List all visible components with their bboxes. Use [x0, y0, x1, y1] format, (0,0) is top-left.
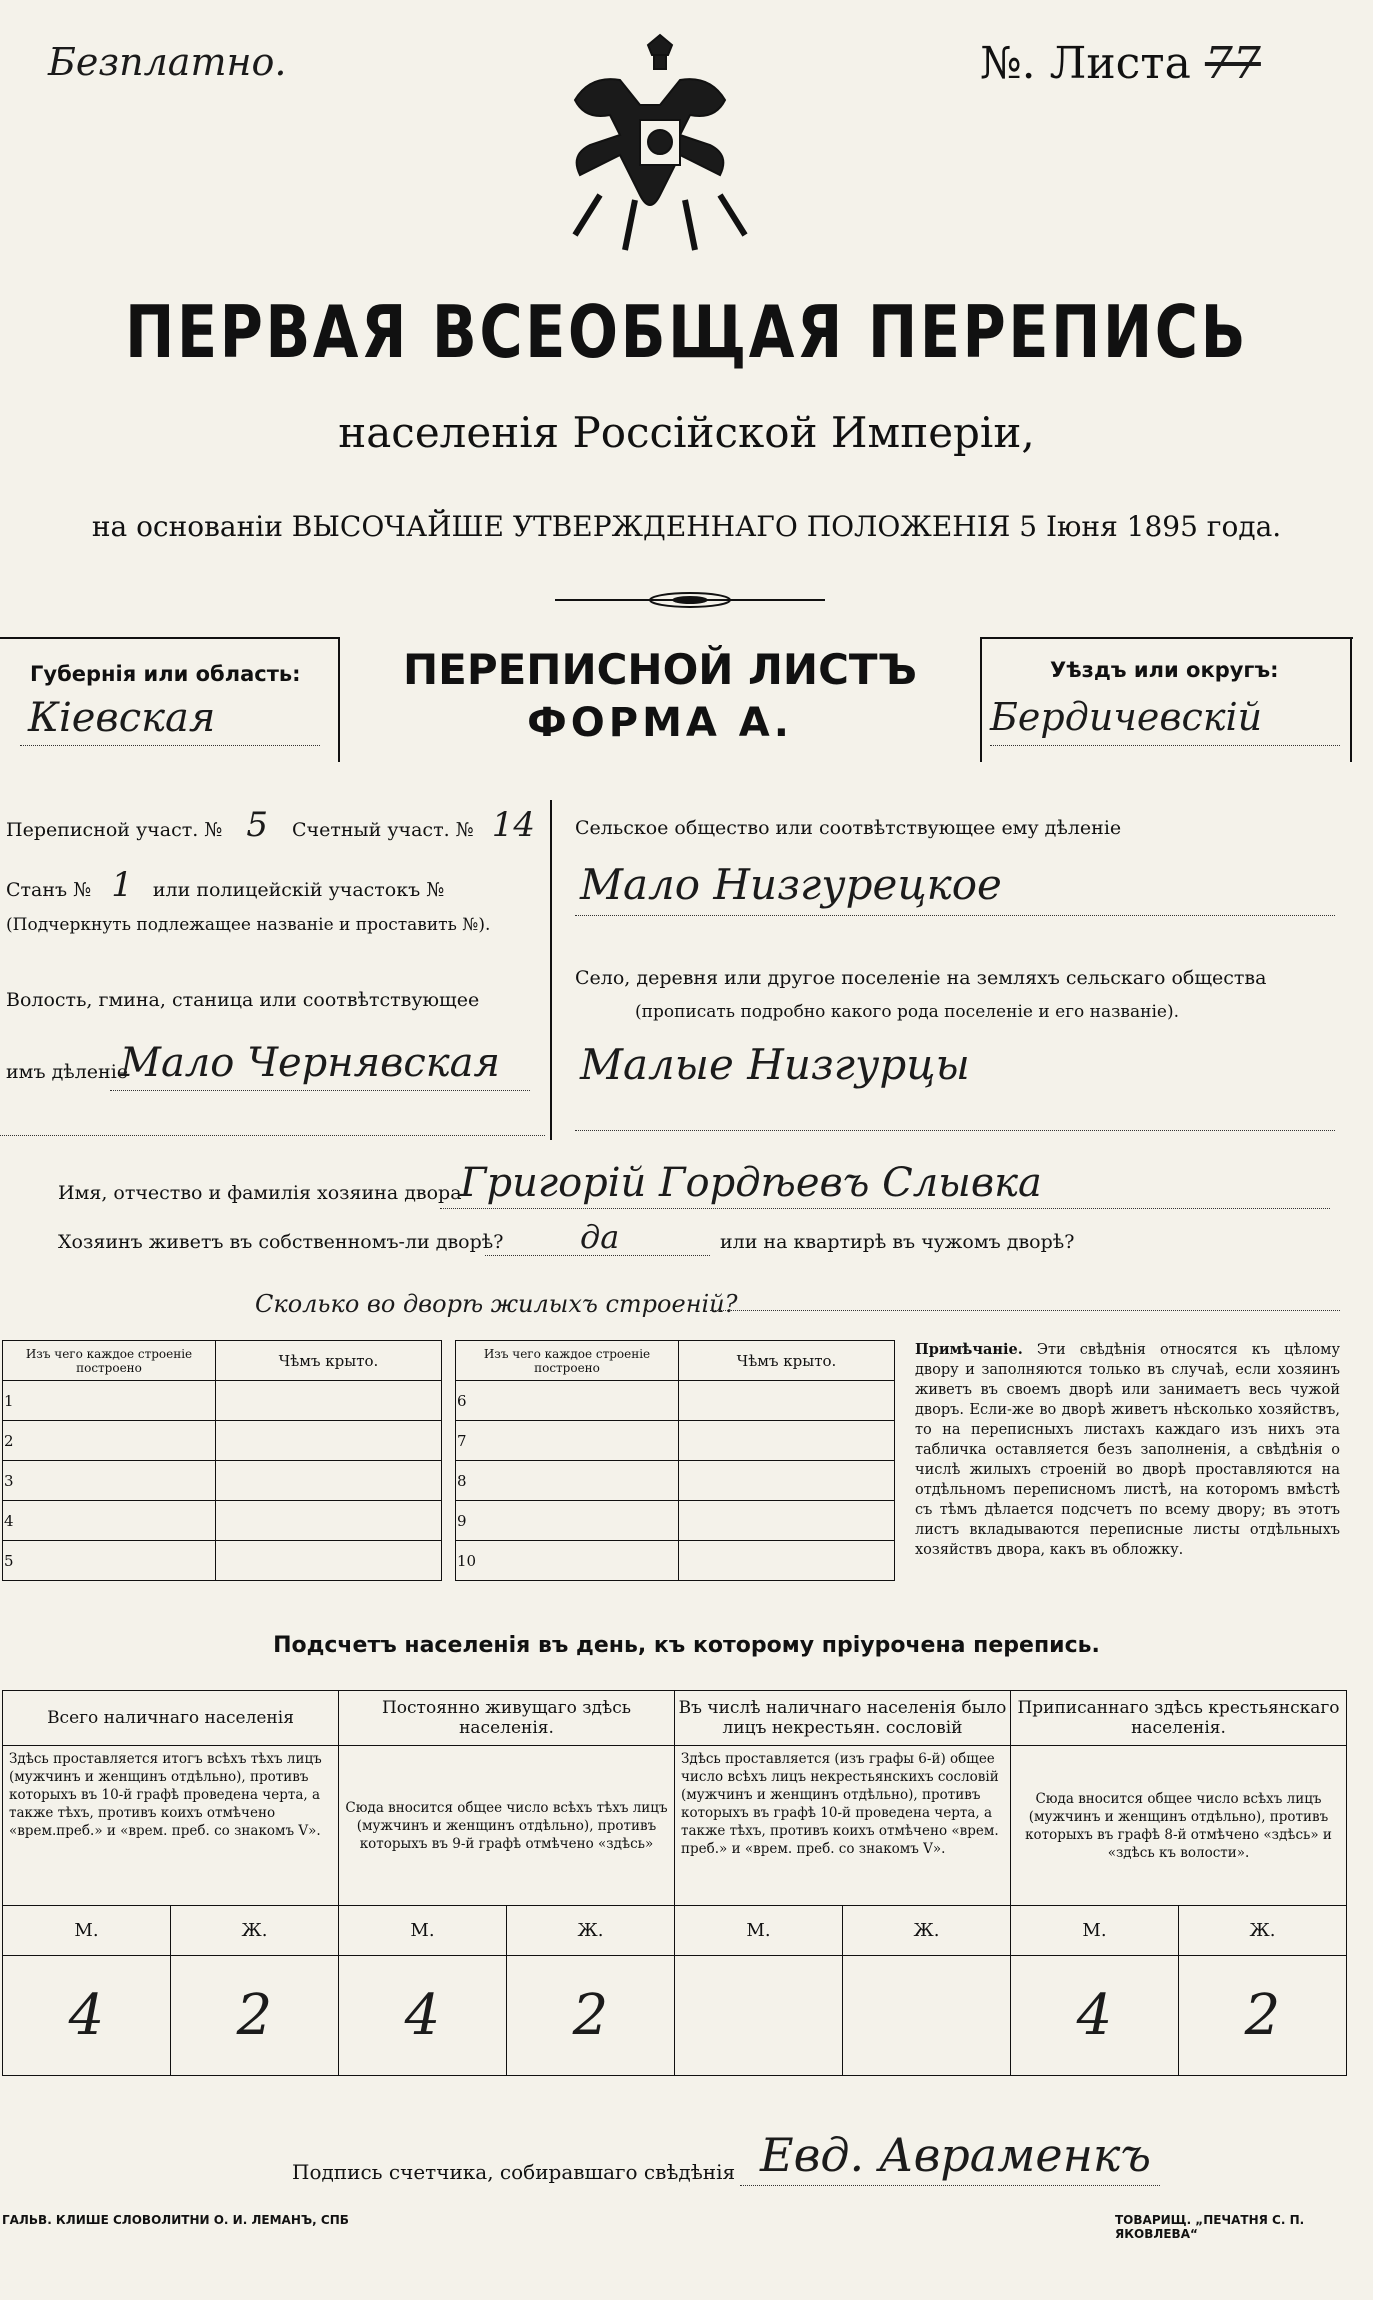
male-label: М.: [1011, 1906, 1179, 1956]
village-label: Село, деревня или другое поселеніе на земляхъ сельскаго общества: [575, 967, 1267, 989]
male-count: 4: [1011, 1956, 1179, 2076]
male-label: М.: [3, 1906, 171, 1956]
sheet-number: [980, 38, 1261, 89]
buildings-heading: Сколько во дворѣ жилыхъ строеній?: [255, 1290, 738, 1318]
row-number: 7: [456, 1421, 679, 1461]
female-label: Ж.: [1179, 1906, 1347, 1956]
population-heading: Подсчетъ населенія въ день, къ которому пріурочена перепись.: [273, 1633, 1100, 1658]
document-subtitle: населенія Россійской Имперіи,: [338, 408, 1035, 457]
row-number: 3: [3, 1461, 216, 1501]
volost-label: Волость, гмина, станица или соотвѣтствующее: [6, 989, 480, 1011]
own-yard-value: да: [580, 1218, 620, 1256]
society-value: Мало Низгурецкое: [580, 860, 1002, 909]
female-count: 2: [1179, 1956, 1347, 2076]
police-district-label: или полицейскій участокъ №: [152, 879, 445, 901]
female-label: Ж.: [843, 1906, 1011, 1956]
gubernia-value: Кіевская: [28, 695, 216, 741]
ornament-divider: [555, 590, 825, 610]
female-count: [843, 1956, 1011, 2076]
note-text: Эти свѣдѣнія относятся къ цѣлому двору и заполняются только въ случаѣ, если хозяинъ живетъ въ своемъ дворѣ или занимаетъ весь чужой дворъ. Если-же во дворѣ живетъ нѣсколько хозяйствъ, то на переписныхъ листахъ каждаго изъ нихъ эта табличка оставляется безъ заполненія, а свѣдѣнія о числѣ жилыхъ строеній во дворѣ проставляются на отдѣльномъ переписномъ листѣ, на которомъ вмѣстѣ съ тѣмъ дѣлается подсчетъ по всему двору; въ этотъ листъ вкладываются переписные листы отдѣльныхъ хозяйствъ двора, какъ въ обложку.: [915, 1342, 1340, 1558]
district-label: Переписной участ. №: [6, 819, 223, 841]
form-subtitle: ФОРМА А.: [527, 700, 793, 746]
buildings-note: [915, 1340, 1340, 1560]
roof-header: Чѣмъ крыто.: [679, 1341, 895, 1381]
row-number: 1: [3, 1381, 216, 1421]
signature-value: Евд. Авраменкъ: [760, 2128, 1152, 2182]
double-headed-eagle-icon: [540, 25, 780, 265]
note-title: Примѣчаніе.: [915, 1341, 1023, 1358]
column-title: Всего наличнаго населенія: [3, 1691, 339, 1746]
column-title: Въ числѣ наличнаго населенія было лицъ некрестьян. сословій: [675, 1691, 1011, 1746]
district-value: 5: [246, 805, 268, 845]
count-value: 14: [491, 805, 535, 845]
count-label: Счетный участ. №: [292, 819, 474, 841]
form-title: ПЕРЕПИСНОЙ ЛИСТЪ: [402, 645, 918, 694]
stan-label: Станъ №: [6, 879, 92, 901]
gubernia-label: Губернія или область:: [30, 662, 301, 686]
column-description: Сюда вносится общее число всѣхъ тѣхъ лицъ (мужчинъ и женщинъ отдѣльно), противъ которыхъ въ 9-й графѣ отмѣчено «здѣсь»: [339, 1746, 675, 1906]
legal-basis: на основаніи ВЫСОЧАЙШЕ УТВЕРЖДЕННАГО ПОЛОЖЕНІЯ 5 Іюня 1895 года.: [91, 510, 1282, 543]
roof-header: Чѣмъ крыто.: [216, 1341, 442, 1381]
buildings-table-left: [2, 1340, 442, 1581]
row-number: 10: [456, 1541, 679, 1581]
village-value: Малые Низгурцы: [580, 1040, 970, 1089]
male-count: 4: [3, 1956, 171, 2076]
sheet-number-value: 77: [1204, 38, 1261, 89]
female-label: Ж.: [171, 1906, 339, 1956]
female-count: 2: [171, 1956, 339, 2076]
volost-value: Мало Чернявская: [120, 1040, 500, 1086]
printer-right: ТОВАРИЩ. „ПЕЧАТНЯ С. П. ЯКОВЛЕВА“: [1115, 2213, 1305, 2241]
uezd-label: Уѣздъ или округъ:: [1050, 658, 1279, 682]
column-description: Здѣсь проставляется (изъ графы 6-й) общее число всѣхъ лицъ некрестьянскихъ сословій (мужчинъ и женщинъ отдѣльно), противъ которыхъ въ графѣ 10-й проведена черта, а также тѣхъ, противъ коихъ отмѣчено «врем. преб.» и «врем. преб. со знакомъ V».: [675, 1746, 1011, 1906]
row-number: 2: [3, 1421, 216, 1461]
row-number: 8: [456, 1461, 679, 1501]
female-label: Ж.: [507, 1906, 675, 1956]
signature-label: Подпись счетчика, собиравшаго свѣдѣнія: [292, 2160, 736, 2184]
material-header: Изъ чего каждое строеніе построено: [3, 1341, 216, 1381]
uezd-value: Бердичевскій: [990, 695, 1263, 739]
stan-note: (Подчеркнуть подлежащее названіе и проставить №).: [6, 915, 491, 935]
sheet-number-label: №. Листа: [980, 38, 1191, 89]
society-label: Сельское общество или соотвѣтствующее ему дѣленіе: [575, 817, 1122, 839]
male-label: М.: [339, 1906, 507, 1956]
material-header: Изъ чего каждое строеніе построено: [456, 1341, 679, 1381]
row-number: 5: [3, 1541, 216, 1581]
stan-value: 1: [111, 865, 133, 905]
printer-left: ГАЛЬВ. КЛИШЕ СЛОВОЛИТНИ О. И. ЛЕМАНЪ, СПБ: [2, 2213, 349, 2227]
own-yard-label: Хозяинъ живетъ въ собственномъ-ли дворѣ?: [58, 1231, 504, 1253]
district-field: [6, 805, 547, 845]
volost-label-2: имъ дѣленіе: [6, 1061, 129, 1083]
owner-name-label: Имя, отчество и фамилія хозяина двора: [58, 1182, 462, 1204]
column-title: Приписаннаго здѣсь крестьянскаго населенія.: [1011, 1691, 1347, 1746]
male-count: [675, 1956, 843, 2076]
column-title: Постоянно живущаго здѣсь населенія.: [339, 1691, 675, 1746]
row-number: 4: [3, 1501, 216, 1541]
column-description: Здѣсь проставляется итогъ всѣхъ тѣхъ лицъ (мужчинъ и женщинъ отдѣльно), противъ которыхъ въ 10-й графѣ проведена черта, а также тѣхъ, противъ коихъ отмѣчено «врем.преб.» и «врем. преб. со знакомъ V».: [3, 1746, 339, 1906]
free-label: Безплатно.: [48, 40, 287, 84]
stan-field: [6, 865, 445, 905]
population-table: [2, 1690, 1347, 2076]
male-label: М.: [675, 1906, 843, 1956]
female-count: 2: [507, 1956, 675, 2076]
male-count: 4: [339, 1956, 507, 2076]
document-title: ПЕРВАЯ ВСЕОБЩАЯ ПЕРЕПИСЬ: [124, 290, 1249, 374]
row-number: 6: [456, 1381, 679, 1421]
buildings-table-right: [455, 1340, 895, 1581]
rent-label: или на квартирѣ въ чужомъ дворѣ?: [720, 1231, 1075, 1253]
column-description: Сюда вносится общее число всѣхъ лицъ (мужчинъ и женщинъ отдѣльно), противъ которыхъ въ графѣ 8-й отмѣчено «здѣсь» и «здѣсь къ волости».: [1011, 1746, 1347, 1906]
village-note: (прописать подробно какого рода поселеніе и его названіе).: [635, 1002, 1179, 1022]
owner-name-value: Григорій Гордѣевъ Слывка: [460, 1160, 1042, 1206]
row-number: 9: [456, 1501, 679, 1541]
